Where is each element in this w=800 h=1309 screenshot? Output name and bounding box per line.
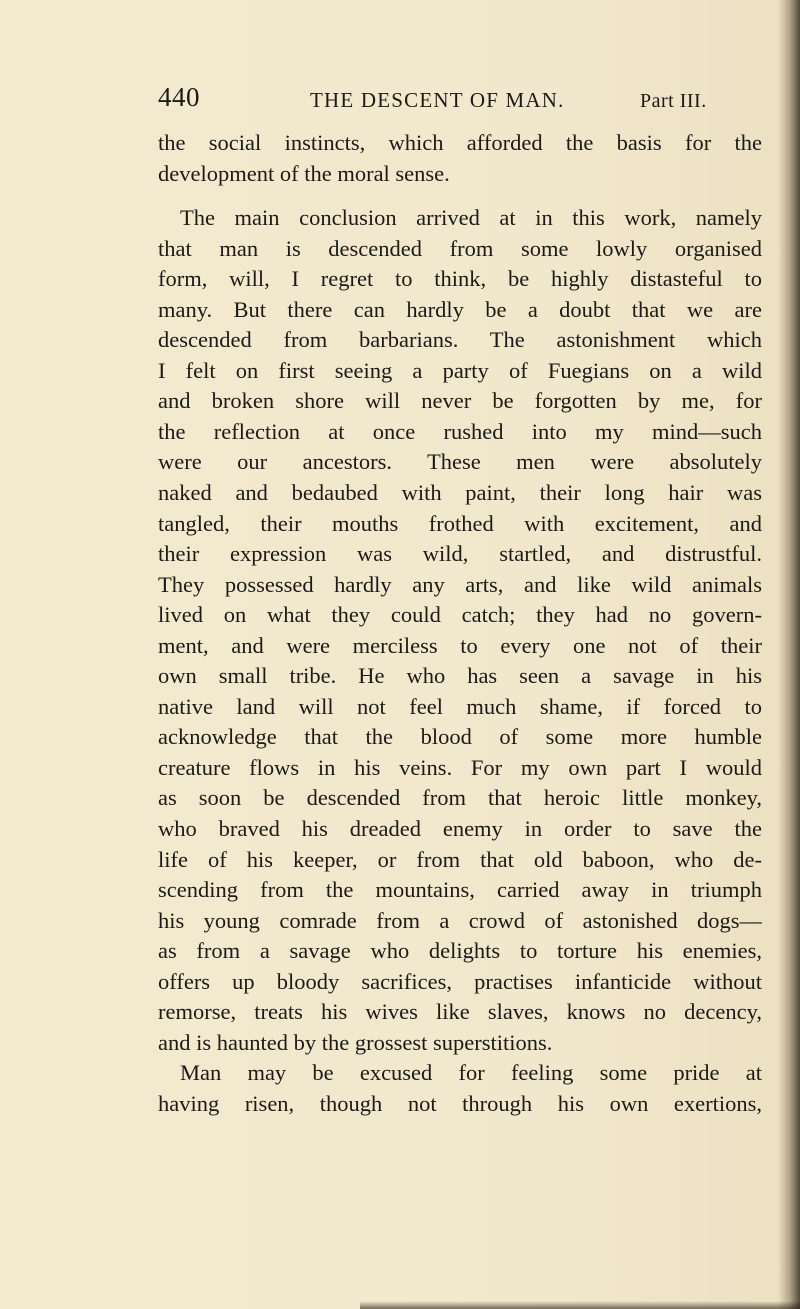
- paragraph: [158, 1058, 762, 1119]
- body-text: [158, 128, 762, 1120]
- text-line: scending from the mountains, carried away in triumph: [158, 877, 762, 903]
- text-line: creature flows in his veins. For my own part I would: [158, 754, 762, 780]
- text-line: were our ancestors. These men were absolutely: [158, 449, 762, 475]
- part-label: Part III.: [640, 90, 707, 112]
- text-line: his young comrade from a crowd of astonished dogs—: [158, 907, 762, 933]
- page-number: 440: [158, 82, 200, 112]
- text-line: ment, and were merciless to every one not of their: [158, 632, 762, 658]
- text-line: The main conclusion arrived at in this work, namely: [180, 205, 762, 231]
- text-line: and broken shore will never be forgotten by me, for: [158, 388, 762, 414]
- text-line: that man is descended from some lowly organised: [158, 235, 762, 261]
- text-line: as from a savage who delights to torture his enemies,: [158, 938, 762, 964]
- text-line: descended from barbarians. The astonishment which: [158, 327, 762, 353]
- paragraph: [158, 203, 762, 1058]
- text-line: who braved his dreaded enemy in order to save the: [158, 816, 762, 842]
- text-line: offers up bloody sacrifices, practises infanticide without: [158, 968, 762, 994]
- text-line: native land will not feel much shame, if forced to: [158, 693, 762, 719]
- text-line: and is haunted by the grossest superstitions.: [158, 1029, 553, 1055]
- text-line: Man may be excused for feeling some pride at: [180, 1060, 762, 1086]
- paragraph: [158, 128, 762, 189]
- text-line: form, will, I regret to think, be highly distasteful to: [158, 266, 762, 292]
- text-line: the social instincts, which afforded the basis for the: [158, 130, 762, 155]
- text-line: as soon be descended from that heroic little monkey,: [158, 785, 762, 811]
- text-line: They possessed hardly any arts, and like wild animals: [158, 571, 762, 597]
- text-line: acknowledge that the blood of some more humble: [158, 724, 762, 750]
- text-line: life of his keeper, or from that old baboon, who de-: [158, 846, 762, 872]
- text-line: having risen, though not through his own exertions,: [158, 1090, 762, 1116]
- text-line: tangled, their mouths frothed with excitement, and: [158, 510, 762, 536]
- text-line: development of the moral sense.: [158, 160, 450, 186]
- text-line: naked and bedaubed with paint, their long hair was: [158, 480, 762, 506]
- text-line: the reflection at once rushed into my mind—such: [158, 418, 762, 444]
- text-line: remorse, treats his wives like slaves, knows no decency,: [158, 999, 762, 1025]
- text-line: lived on what they could catch; they had no govern-: [158, 602, 762, 628]
- text-line: I felt on first seeing a party of Fuegians on a wild: [158, 357, 762, 383]
- text-line: own small tribe. He who has seen a savage in his: [158, 663, 762, 689]
- text-line: many. But there can hardly be a doubt that we are: [158, 296, 762, 322]
- page-edge-shadow: [778, 0, 800, 1309]
- text-line: their expression was wild, startled, and distrustful.: [158, 541, 762, 567]
- running-title: THE DESCENT OF MAN.: [310, 88, 565, 112]
- running-header: [158, 82, 768, 118]
- page-bottom-shadow: [360, 1301, 800, 1309]
